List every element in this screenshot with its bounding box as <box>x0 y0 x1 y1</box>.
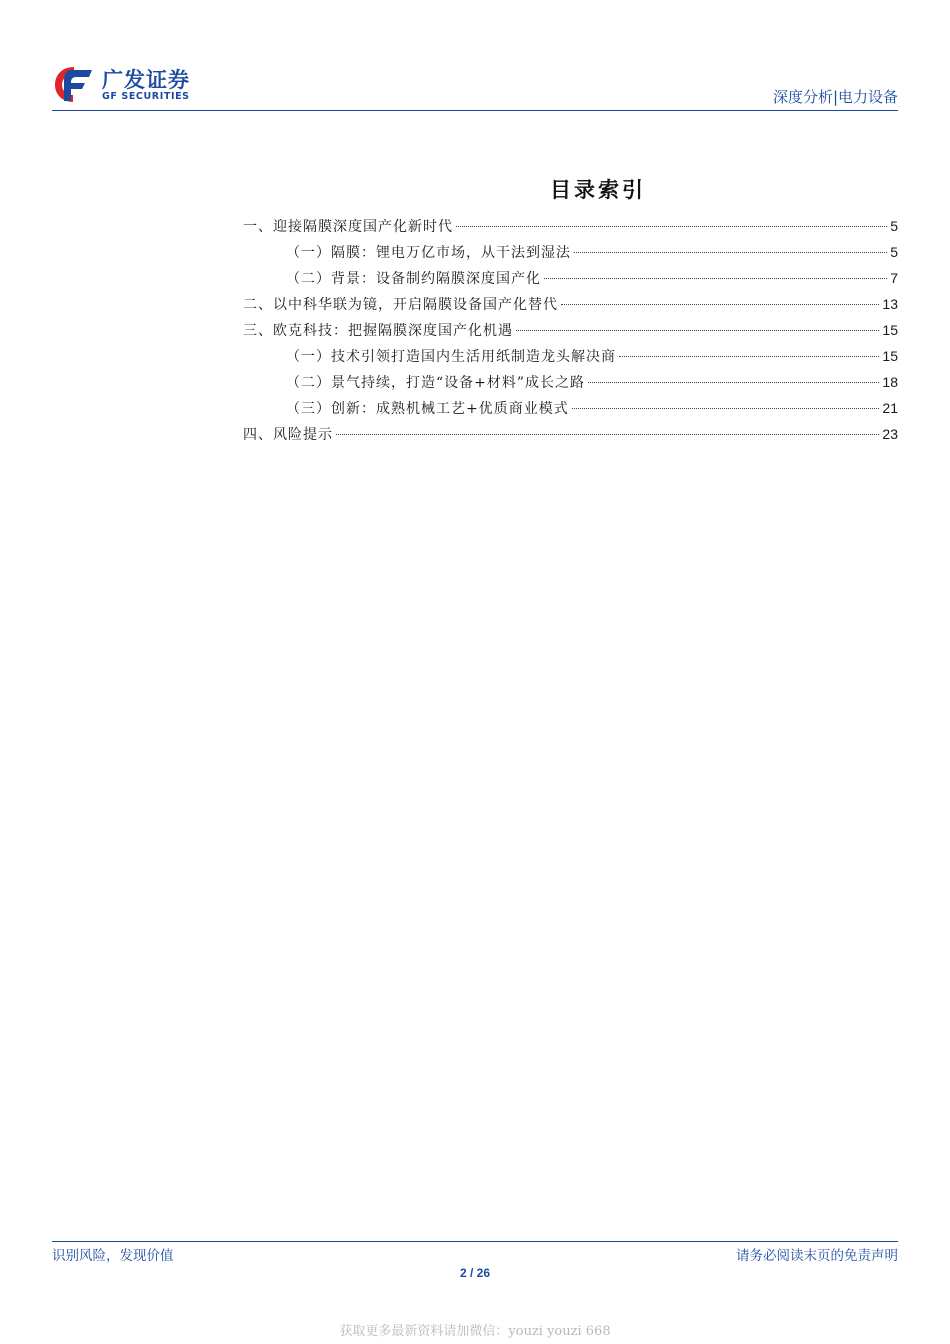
report-type-label: 深度分析|电力设备 <box>772 88 898 106</box>
toc-entry-label: （二）景气持续，打造“设备+材料”成长之路 <box>286 375 586 391</box>
toc-leader-dots <box>561 304 879 305</box>
toc-entry[interactable] <box>243 424 898 450</box>
toc-leader-dots <box>516 330 879 331</box>
toc-leader-dots <box>544 278 887 279</box>
toc-entry-page: 18 <box>882 374 898 390</box>
toc-entry[interactable] <box>243 372 898 398</box>
toc-entry-label: 二、以中科华联为镜，开启隔膜设备国产化替代 <box>243 297 558 313</box>
toc-entry-label: （一）技术引领打造国内生活用纸制造龙头解决商 <box>286 349 616 365</box>
toc-entry-page: 13 <box>882 296 898 312</box>
page-number: 2 / 26 <box>459 1266 491 1280</box>
toc-entry-page: 7 <box>890 270 898 286</box>
toc-entry-page: 23 <box>882 426 898 442</box>
toc-entry-page: 15 <box>882 348 898 364</box>
toc-entry[interactable] <box>243 242 898 268</box>
toc-leader-dots <box>619 356 879 357</box>
page-header <box>52 62 898 110</box>
toc-leader-dots <box>574 252 887 253</box>
toc-entry[interactable] <box>243 216 898 242</box>
footer-slogan: 识别风险，发现价值 <box>52 1248 174 1264</box>
toc-leader-dots <box>588 382 879 383</box>
toc-entry[interactable] <box>243 320 898 346</box>
toc-entry[interactable] <box>243 346 898 372</box>
toc-leader-dots <box>572 408 880 409</box>
header-divider <box>52 110 898 111</box>
toc-leader-dots <box>456 226 887 227</box>
toc-entry[interactable] <box>243 294 898 320</box>
toc-entry-page: 21 <box>882 400 898 416</box>
toc-entry-label: 三、欧克科技：把握隔膜深度国产化机遇 <box>243 323 513 339</box>
table-of-contents <box>243 216 898 450</box>
toc-entry[interactable] <box>243 398 898 424</box>
toc-entry-label: 一、迎接隔膜深度国产化新时代 <box>243 219 453 235</box>
logo-text-en: GF SECURITIES <box>102 91 190 102</box>
watermark-text: 获取更多最新资料请加微信：youzi youzi 668 <box>339 1324 611 1339</box>
toc-entry-page: 15 <box>882 322 898 338</box>
toc-entry-label: （三）创新：成熟机械工艺+优质商业模式 <box>286 401 569 417</box>
toc-entry-label: （二）背景：设备制约隔膜深度国产化 <box>286 271 541 287</box>
gf-logo-icon <box>52 64 96 104</box>
toc-leader-dots <box>336 434 879 435</box>
toc-entry-label: （一）隔膜：锂电万亿市场，从干法到湿法 <box>286 245 571 261</box>
logo-text-cn: 广发证券 <box>102 68 190 92</box>
toc-entry-page: 5 <box>890 218 898 234</box>
disclaimer-notice: 请务必阅读末页的免责声明 <box>736 1248 898 1264</box>
toc-entry-page: 5 <box>890 244 898 260</box>
toc-entry-label: 四、风险提示 <box>243 427 333 443</box>
toc-entry[interactable] <box>243 268 898 294</box>
company-logo <box>52 62 222 108</box>
toc-title: 目录索引 <box>550 177 646 202</box>
footer-divider <box>52 1241 898 1242</box>
